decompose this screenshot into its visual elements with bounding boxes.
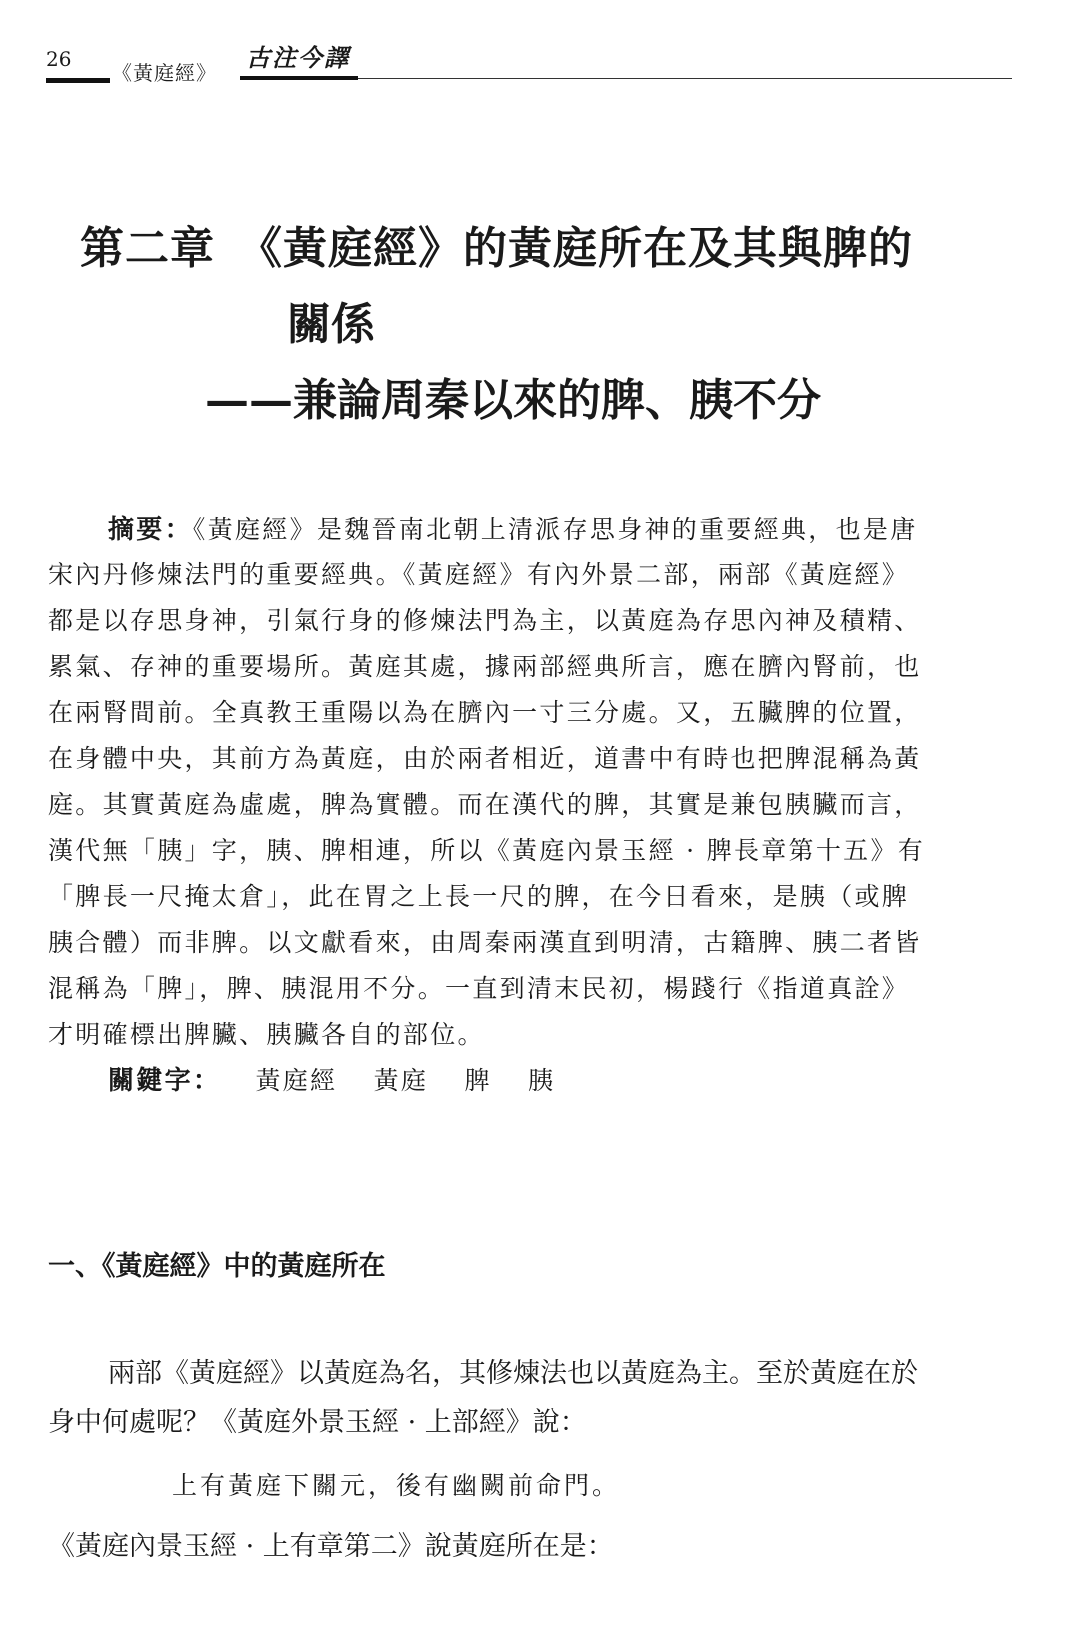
paragraph-2: 《黃庭內景玉經 · 上有章第二》說黃庭所在是： [48, 1531, 614, 1562]
chapter-title-line-1: 第二章 《黃庭經》的黃庭所在及其與脾的 [80, 223, 913, 274]
abstract-text: 《黃庭經》是魏晉南北朝上清派存思身神的重要經典，也是唐 [192, 515, 918, 544]
abstract-line-6: 在身體中央，其前方為黃庭，由於兩者相近，道書中有時也把脾混稱為黃 [48, 744, 922, 773]
chapter-subtitle: ——兼論周秦以來的脾、胰不分 [205, 375, 821, 426]
paragraph-1-line-1: 兩部《黃庭經》以黃庭為名，其修煉法也以黃庭為主。至於黃庭在於 [108, 1358, 918, 1389]
abstract-label: 摘要： [108, 515, 193, 545]
abstract-line-4: 累氣、存神的重要場所。黃庭其處，據兩部經典所言，應在臍內腎前，也 [48, 652, 922, 681]
keyword: 胰 [528, 1066, 556, 1095]
abstract-line-7: 庭。其實黃庭為虛處，脾為實體。而在漢代的脾，其實是兼包胰臟而言， [48, 790, 922, 819]
abstract-line-5: 在兩腎間前。全真教王重陽以為在臍內一寸三分處。又，五臟脾的位置， [48, 698, 922, 727]
abstract-line-9: 「脾長一尺掩太倉」，此在胃之上長一尺的脾，在今日看來，是胰（或脾 [48, 882, 910, 911]
paragraph-1-line-2: 身中何處呢？《黃庭外景玉經 · 上部經》說： [48, 1407, 587, 1438]
chapter-title-line-2: 關係 [287, 299, 375, 350]
abstract-line-1 [108, 515, 918, 545]
header-subtitle: 古注今譯 [246, 43, 350, 72]
keywords-label: 關鍵字： [108, 1066, 222, 1096]
header-book-title: 《黃庭經》 [112, 61, 217, 85]
abstract-line-3: 都是以存思身神，引氣行身的修煉法門為主，以黃庭為存思內神及積精、 [48, 606, 922, 635]
abstract-line-8: 漢代無「胰」字，胰、脾相連，所以《黃庭內景玉經 · 脾長章第十五》有 [48, 836, 926, 865]
page-number: 26 [46, 47, 72, 71]
header-bar [46, 78, 110, 83]
header-rule [358, 78, 1012, 79]
section-heading: 一、《黃庭經》中的黃庭所在 [48, 1251, 386, 1282]
abstract-line-2: 宋內丹修煉法門的重要經典。《黃庭經》有內外景二部，兩部《黃庭經》 [48, 560, 910, 589]
abstract-line-12: 才明確標出脾臟、胰臟各自的部位。 [48, 1020, 485, 1049]
keywords-row [108, 1066, 555, 1096]
keyword: 脾 [464, 1066, 492, 1095]
abstract-line-11: 混稱為「脾」，脾、胰混用不分。一直到清末民初，楊踐行《指道真詮》 [48, 974, 910, 1003]
keyword: 黃庭經 [255, 1066, 338, 1095]
header-subtitle-underline [240, 76, 358, 80]
keyword: 黃庭 [373, 1066, 429, 1095]
quotation: 上有黃庭下關元，後有幽闕前命門。 [172, 1471, 621, 1500]
abstract-line-10: 胰合體）而非脾。以文獻看來，由周秦兩漢直到明清，古籍脾、胰二者皆 [48, 928, 922, 957]
